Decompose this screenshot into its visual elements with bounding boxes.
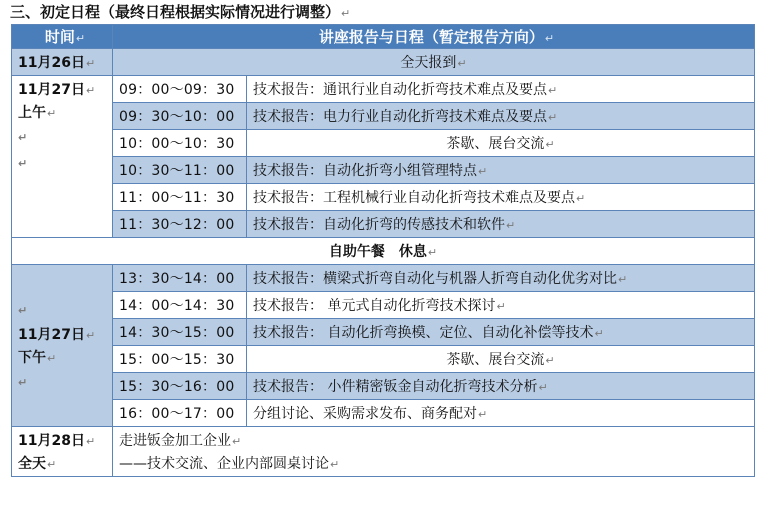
- paragraph-mark-icon: ↵: [594, 327, 604, 340]
- paragraph-mark-icon: ↵: [18, 376, 28, 389]
- section-title: [10, 2, 350, 22]
- afternoon-date-cell: [12, 265, 113, 427]
- paragraph-mark-icon: ↵: [478, 165, 488, 178]
- time-slot: 11：00～11：30: [113, 184, 247, 211]
- paragraph-mark-icon: ↵: [538, 381, 548, 394]
- table-row: [12, 76, 755, 103]
- session-content: 技术报告：通讯行业自动化折弯技术难点及要点↵: [247, 76, 755, 103]
- paragraph-mark-icon: ↵: [85, 84, 96, 97]
- table-row: [12, 319, 755, 346]
- morning-period: 上午: [18, 105, 46, 121]
- table-row: [12, 265, 755, 292]
- time-slot: 14：30～15：00: [113, 319, 247, 346]
- day3-period: 全天: [18, 456, 46, 472]
- section-title-text: 三、初定日程（最终日程根据实际情况进行调整）: [10, 3, 341, 21]
- morning-date: 11月27日: [18, 82, 85, 98]
- session-content: 技术报告： 自动化折弯换模、定位、自动化补偿等技术↵: [247, 319, 755, 346]
- day3-date: 11月28日: [18, 433, 85, 449]
- paragraph-mark-icon: ↵: [232, 435, 242, 448]
- time-slot: 13：30～14：00: [113, 265, 247, 292]
- session-content: 技术报告：自动化折弯的传感技术和软件↵: [247, 211, 755, 238]
- session-content: 技术报告：横梁式折弯自动化与机器人折弯自动化优劣对比↵: [247, 265, 755, 292]
- lunch-break: 自助午餐 休息↵: [12, 238, 755, 265]
- table-row: [12, 157, 755, 184]
- table-row-day1: [12, 49, 755, 76]
- paragraph-mark-icon: ↵: [576, 192, 586, 205]
- session-content: 技术报告：电力行业自动化折弯技术难点及要点↵: [247, 103, 755, 130]
- afternoon-period: 下午: [18, 350, 46, 366]
- paragraph-mark-icon: ↵: [18, 157, 28, 170]
- table-row: [12, 373, 755, 400]
- header-content: 讲座报告与日程（暂定报告方向）↵: [113, 25, 755, 49]
- paragraph-mark-icon: ↵: [618, 273, 628, 286]
- paragraph-mark-icon: ↵: [506, 219, 516, 232]
- paragraph-mark-icon: ↵: [18, 304, 28, 317]
- paragraph-mark-icon: ↵: [18, 131, 28, 144]
- paragraph-mark-icon: ↵: [47, 107, 57, 120]
- table-row: [12, 103, 755, 130]
- header-time: 时间↵: [12, 25, 113, 49]
- time-slot: 10：30～11：00: [113, 157, 247, 184]
- time-slot: 11：30～12：00: [113, 211, 247, 238]
- session-content: 技术报告： 小件精密钣金自动化折弯技术分析↵: [247, 373, 755, 400]
- paragraph-mark-icon: ↵: [478, 408, 488, 421]
- table-row: [12, 400, 755, 427]
- session-content: 技术报告：自动化折弯小组管理特点↵: [247, 157, 755, 184]
- day3-content: [113, 427, 755, 477]
- paragraph-mark-icon: ↵: [47, 458, 57, 471]
- day3-line2: ——技术交流、企业内部圆桌讨论: [119, 456, 329, 472]
- paragraph-mark-icon: ↵: [548, 84, 558, 97]
- day3-date-cell: [12, 427, 113, 477]
- time-slot: 09：00～09：30: [113, 76, 247, 103]
- paragraph-mark-icon: ↵: [85, 57, 96, 70]
- paragraph-mark-icon: ↵: [544, 32, 555, 45]
- paragraph-mark-icon: ↵: [427, 246, 438, 259]
- day3-line1: 走进钣金加工企业: [119, 433, 231, 449]
- session-content: 茶歇、展台交流↵: [247, 130, 755, 157]
- table-row-lunch: [12, 238, 755, 265]
- table-row: [12, 211, 755, 238]
- paragraph-mark-icon: ↵: [545, 354, 555, 367]
- paragraph-mark-icon: ↵: [85, 329, 96, 342]
- afternoon-date: 11月27日: [18, 327, 85, 343]
- session-content: 分组讨论、采购需求发布、商务配对↵: [247, 400, 755, 427]
- paragraph-mark-icon: ↵: [548, 111, 558, 124]
- table-header-row: [12, 25, 755, 49]
- table-row: [12, 346, 755, 373]
- time-slot: 10：00～10：30: [113, 130, 247, 157]
- paragraph-mark-icon: ↵: [457, 57, 467, 70]
- paragraph-mark-icon: ↵: [330, 458, 340, 471]
- session-content: 茶歇、展台交流↵: [247, 346, 755, 373]
- table-row: [12, 292, 755, 319]
- time-slot: 16：00～17：00: [113, 400, 247, 427]
- paragraph-mark-icon: ↵: [75, 32, 86, 45]
- time-slot: 14：00～14：30: [113, 292, 247, 319]
- session-content: 技术报告：工程机械行业自动化折弯技术难点及要点↵: [247, 184, 755, 211]
- day1-content: 全天报到↵: [113, 49, 755, 76]
- paragraph-mark-icon: ↵: [545, 138, 555, 151]
- table-row: [12, 130, 755, 157]
- paragraph-mark-icon: ↵: [47, 352, 57, 365]
- time-slot: 15：00～15：30: [113, 346, 247, 373]
- paragraph-mark-icon: ↵: [85, 435, 96, 448]
- schedule-table: [11, 24, 755, 477]
- morning-date-cell: [12, 76, 113, 238]
- table-row-day3: [12, 427, 755, 477]
- paragraph-mark-icon: ↵: [341, 7, 351, 20]
- time-slot: 15：30～16：00: [113, 373, 247, 400]
- session-content: 技术报告： 单元式自动化折弯技术探讨↵: [247, 292, 755, 319]
- time-slot: 09：30～10：00: [113, 103, 247, 130]
- day1-date: 11月26日↵: [12, 49, 113, 76]
- paragraph-mark-icon: ↵: [496, 300, 506, 313]
- table-row: [12, 184, 755, 211]
